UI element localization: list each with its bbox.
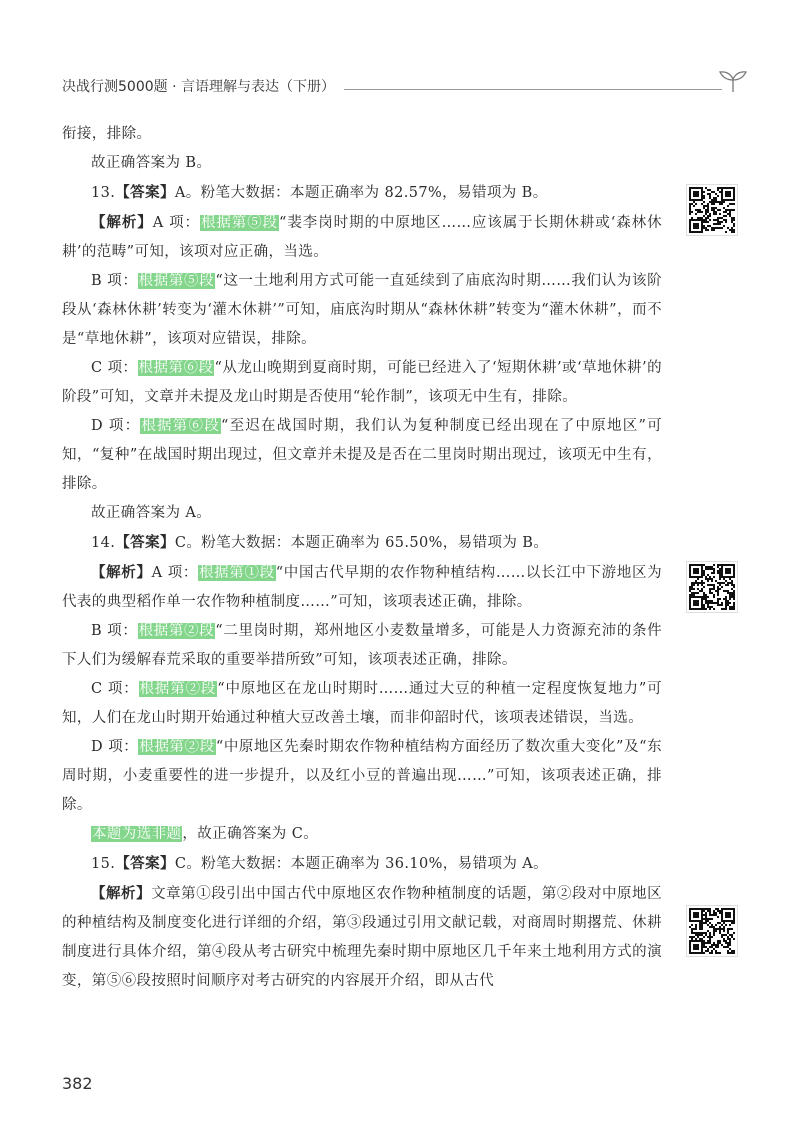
highlight: 本题为选非题 [92, 826, 182, 842]
page-header [62, 76, 752, 102]
q13-analysis-d: D 项：根据第⑥段“至迟在战国时期，我们认为复种制度已经出现在了中原地区”可知，“复种”在战国时期出现过，但文章并未提及是否在二里岗时期出现过，该项无中生有，排除。 [62, 418, 662, 492]
q14-analysis-b: B 项：根据第②段“二里岗时期，郑州地区小麦数量增多，可能是人力资源充沛的条件下人们为缓解春荒采取的重要举措所致”可知，该项表述正确，排除。 [62, 623, 662, 668]
q13-analysis-a: 【解析】A 项：根据第⑤段“裴李岗时期的中原地区……应该属于长期休耕或‘森林休耕’的范畴”可知，该项对应正确，当选。 [62, 214, 662, 260]
header-title: 决战行测5000题 · 言语理解与表达（下册） [62, 79, 335, 95]
highlight: 根据第②段 [139, 681, 217, 697]
highlight: 根据第⑥段 [141, 418, 220, 434]
highlight: 根据第①段 [199, 565, 275, 581]
qr-code-icon [687, 562, 737, 612]
qr-code-q15[interactable] [686, 905, 738, 957]
text-line: 故正确答案为 B。 [91, 155, 212, 171]
highlight: 根据第⑤段 [138, 273, 215, 289]
q14-answer-line: 14.【答案】C。粉笔大数据：本题正确率为 65.50%，易错项为 B。 [91, 534, 549, 551]
page-number: 382 [62, 1074, 93, 1093]
q14-conclusion: 本题为选非题，故正确答案为 C。 [92, 826, 319, 842]
q13-conclusion: 故正确答案为 A。 [91, 505, 212, 521]
sprout-icon [716, 68, 750, 94]
text-line: 衔接，排除。 [62, 126, 152, 142]
q15-analysis: 【解析】文章第①段引出中国古代中原地区农作物种植制度的话题，第②段对中原地区的种植结构及制度变化进行详细的介绍，第③段通过引用文献记载，对商周时期撂荒、休耕制度进行具体介绍，第④段从考古研究中梳理先秦时期中原地区几千年来土地利用方式的演变，第⑤⑥段按照时间顺序对考古研究的内容展开介绍，即从古代 [62, 885, 662, 989]
q14-analysis-c: C 项：根据第②段“中原地区在龙山时期时……通过大豆的种植一定程度恢复地力”可知，人们在龙山时期开始通过种植大豆改善土壤，而非仰韶时代，该项表述错误，当选。 [62, 681, 663, 726]
q15-answer-line: 15.【答案】C。粉笔大数据：本题正确率为 36.10%，易错项为 A。 [91, 855, 549, 872]
highlight: 根据第②段 [139, 739, 215, 755]
highlight: 根据第⑤段 [200, 215, 279, 231]
highlight: 根据第②段 [138, 623, 215, 639]
qr-code-icon [687, 906, 737, 956]
qr-code-q13[interactable] [686, 184, 738, 236]
page-content [62, 120, 662, 996]
qr-code-q14[interactable] [686, 561, 738, 613]
highlight: 根据第⑥段 [138, 360, 214, 376]
q13-analysis-c: C 项：根据第⑥段“从龙山晚期到夏商时期，可能已经进入了‘短期休耕’或‘草地休耕’的阶段”可知，文章并未提及龙山时期是否使用“轮作制”，该项无中生有，排除。 [62, 360, 663, 405]
q13-analysis-b: B 项：根据第⑤段“这一土地利用方式可能一直延续到了庙底沟时期……我们认为该阶段从‘森林休耕’转变为‘灌木休耕’”可知，庙底沟时期从“森林休耕”转变为“灌木休耕”，而不是“草地休耕”，该项对应错误，排除。 [62, 273, 662, 347]
qr-code-icon [687, 185, 737, 235]
q13-answer-line: 13.【答案】A。粉笔大数据：本题正确率为 82.57%，易错项为 B。 [91, 184, 548, 201]
q14-analysis-a: 【解析】A 项：根据第①段“中国古代早期的农作物种植结构……以长江中下游地区为代表的典型稻作单一农作物种植制度……”可知，该项表述正确，排除。 [62, 564, 662, 610]
q14-analysis-d: D 项：根据第②段“中原地区先秦时期农作物种植结构方面经历了数次重大变化”及“东周时期，小麦重要性的进一步提升，以及红小豆的普遍出现……”可知，该项表述正确，排除。 [62, 739, 663, 813]
header-rule [344, 89, 722, 90]
